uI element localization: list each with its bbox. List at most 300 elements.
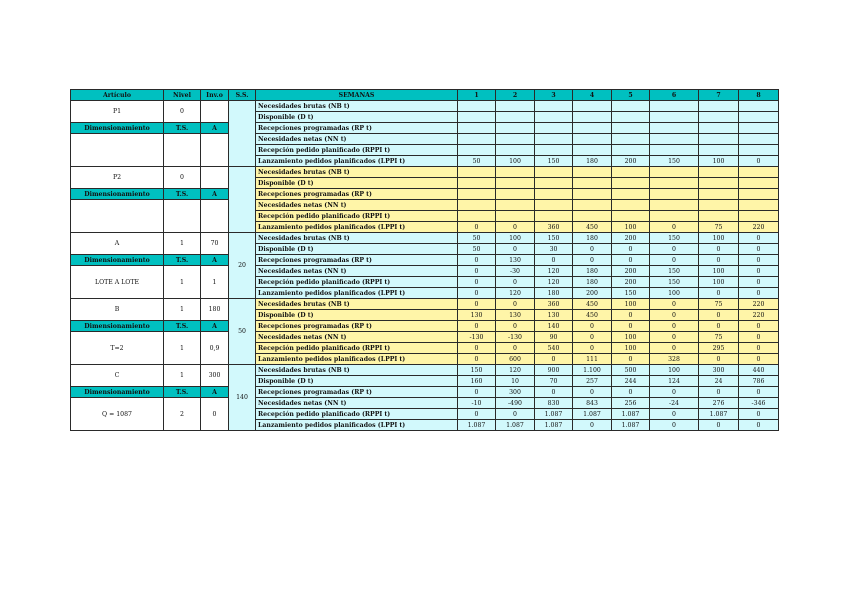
week-value: 10 [496,376,535,387]
week-value [535,101,573,112]
header-stock-seguridad: S.S. [229,90,256,101]
week-value [650,134,699,145]
header-week: 1 [458,90,496,101]
ts-label: T.S. [164,189,201,200]
item-inventario [201,101,229,123]
row-label: Disponible (D t) [256,310,458,321]
week-value: 160 [458,376,496,387]
week-value: 500 [612,365,650,376]
week-value [612,145,650,156]
item-inventario [201,167,229,189]
row-label: Recepciones programadas (RP t) [256,387,458,398]
week-value: 150 [650,156,699,167]
week-value: 0 [458,266,496,277]
week-value: 180 [573,266,612,277]
item-ts [164,134,201,167]
item-a: 0 [201,398,229,431]
item-ts: 2 [164,398,201,431]
ts-label: T.S. [164,387,201,398]
week-value: 0 [739,409,779,420]
row-label: Disponible (D t) [256,112,458,123]
item-row [71,321,779,332]
a-label: A [201,255,229,266]
week-value: 0 [739,343,779,354]
week-value: 0 [699,321,739,332]
week-value [535,145,573,156]
week-value: 0 [458,222,496,233]
week-value: 24 [699,376,739,387]
week-value [739,134,779,145]
week-value [650,123,699,134]
week-value [612,178,650,189]
row-label: Recepciones programadas (RP t) [256,189,458,200]
week-value: 0 [535,255,573,266]
week-value [458,101,496,112]
week-value [612,200,650,211]
week-value: 200 [612,266,650,277]
week-value: 150 [458,365,496,376]
week-value: 0 [458,288,496,299]
week-value [612,101,650,112]
week-value [573,167,612,178]
week-value: 130 [535,310,573,321]
week-value: 0 [458,321,496,332]
week-value: 360 [535,299,573,310]
a-label: A [201,123,229,134]
week-value [699,112,739,123]
week-value: -130 [496,332,535,343]
week-value [458,112,496,123]
week-value [612,189,650,200]
week-value: 0 [739,420,779,431]
week-value: 70 [535,376,573,387]
week-value [612,134,650,145]
item-row [71,332,779,343]
week-value [699,101,739,112]
week-value [458,145,496,156]
item-a [201,200,229,233]
item-dimensionamiento: LOTE A LOTE [71,266,164,299]
week-value: 0 [739,332,779,343]
week-value: 0 [739,244,779,255]
row-label: Necesidades netas (NN t) [256,266,458,277]
week-value [573,112,612,123]
item-name: B [71,299,164,321]
week-value [535,200,573,211]
week-value [699,167,739,178]
week-value: 180 [573,233,612,244]
week-value: 276 [699,398,739,409]
week-value: 100 [650,288,699,299]
week-value [496,145,535,156]
week-value: 0 [458,343,496,354]
item-nivel: 0 [164,167,201,189]
week-value: 75 [699,332,739,343]
week-value: 843 [573,398,612,409]
week-value: 0 [650,299,699,310]
week-value: 328 [650,354,699,365]
a-label: A [201,189,229,200]
week-value [650,200,699,211]
week-value: 295 [699,343,739,354]
a-label: A [201,387,229,398]
week-value [535,167,573,178]
week-value [573,200,612,211]
week-value: 0 [739,321,779,332]
row-label: Lanzamiento pedidos planificados (LPPI t) [256,354,458,365]
week-value [650,189,699,200]
dimensionamiento-label: Dimensionamiento [71,387,164,398]
header-week: 3 [535,90,573,101]
dimensionamiento-label: Dimensionamiento [71,189,164,200]
week-value: 0 [535,354,573,365]
week-value: -30 [496,266,535,277]
row-label: Necesidades brutas (NB t) [256,167,458,178]
dimensionamiento-label: Dimensionamiento [71,321,164,332]
item-dimensionamiento: T=2 [71,332,164,365]
week-value: 100 [699,233,739,244]
week-value: 124 [650,376,699,387]
header-semanas: SEMANAS [256,90,458,101]
week-value: 220 [739,222,779,233]
week-value: 1.087 [612,409,650,420]
week-value [458,123,496,134]
week-value: 140 [535,321,573,332]
row-label: Disponible (D t) [256,244,458,255]
week-value [573,134,612,145]
week-value: 540 [535,343,573,354]
week-value: 0 [496,222,535,233]
week-value: 300 [699,365,739,376]
week-value: 75 [699,299,739,310]
week-value: 0 [496,343,535,354]
week-value [699,200,739,211]
week-value [573,211,612,222]
week-value: 0 [535,387,573,398]
week-value: -490 [496,398,535,409]
week-value: 100 [612,343,650,354]
week-value: -346 [739,398,779,409]
row-label: Necesidades netas (NN t) [256,200,458,211]
week-value: 256 [612,398,650,409]
item-stock-seguridad [229,101,256,167]
week-value: 0 [650,409,699,420]
week-value: 111 [573,354,612,365]
row-label: Necesidades brutas (NB t) [256,365,458,376]
week-value: 0 [650,332,699,343]
week-value: 220 [739,299,779,310]
week-value: 120 [535,277,573,288]
week-value: 0 [458,409,496,420]
row-label: Necesidades netas (NN t) [256,332,458,343]
header-week: 4 [573,90,612,101]
row-label: Recepción pedido planificado (RPPI t) [256,277,458,288]
week-value: 600 [496,354,535,365]
week-value [739,178,779,189]
item-nivel: 0 [164,101,201,123]
week-value: 150 [612,288,650,299]
item-dimensionamiento: Q = 1087 [71,398,164,431]
item-name: A [71,233,164,255]
week-value: 150 [650,233,699,244]
week-value: 830 [535,398,573,409]
header-week: 5 [612,90,650,101]
week-value [739,189,779,200]
week-value [458,189,496,200]
week-value [573,123,612,134]
week-value [612,211,650,222]
week-value: 1.087 [458,420,496,431]
week-value: 0 [612,321,650,332]
row-label: Recepciones programadas (RP t) [256,255,458,266]
week-value: 150 [535,233,573,244]
week-value: 100 [612,222,650,233]
item-row [71,167,779,178]
item-row [71,387,779,398]
week-value: 450 [573,222,612,233]
week-value: 0 [650,343,699,354]
header-articulo: Artículo [71,90,164,101]
week-value: 50 [458,156,496,167]
week-value: 180 [573,277,612,288]
week-value: 0 [650,222,699,233]
week-value: 130 [496,255,535,266]
week-value [699,123,739,134]
item-name: P2 [71,167,164,189]
item-row [71,101,779,112]
row-label: Recepción pedido planificado (RPPI t) [256,343,458,354]
week-value [535,123,573,134]
week-value [612,112,650,123]
ts-label: T.S. [164,123,201,134]
week-value [573,101,612,112]
item-row [71,365,779,376]
week-value: 150 [650,266,699,277]
item-nivel: 1 [164,233,201,255]
week-value [496,123,535,134]
week-value: 0 [699,420,739,431]
week-value: 0 [699,255,739,266]
week-value: 200 [612,277,650,288]
week-value [496,167,535,178]
week-value [612,167,650,178]
week-value: 0 [739,266,779,277]
item-stock-seguridad: 140 [229,365,256,431]
week-value [458,200,496,211]
week-value: 0 [699,310,739,321]
week-value: 0 [573,343,612,354]
week-value: 0 [496,321,535,332]
week-value [458,178,496,189]
week-value: 300 [496,387,535,398]
week-value [699,134,739,145]
week-value: 0 [739,277,779,288]
week-value: 0 [739,387,779,398]
week-value [699,189,739,200]
row-label: Necesidades brutas (NB t) [256,101,458,112]
week-value: 0 [739,233,779,244]
week-value: 0 [612,354,650,365]
week-value: 0 [573,321,612,332]
item-a: 0,9 [201,332,229,365]
row-label: Recepción pedido planificado (RPPI t) [256,145,458,156]
week-value: 0 [650,321,699,332]
item-nivel: 1 [164,299,201,321]
week-value [458,211,496,222]
row-label: Necesidades brutas (NB t) [256,233,458,244]
item-row [71,266,779,277]
week-value [573,178,612,189]
item-name: P1 [71,101,164,123]
week-value: 150 [650,277,699,288]
week-value: 0 [458,255,496,266]
week-value [496,134,535,145]
week-value: 120 [535,266,573,277]
week-value: 1.087 [612,420,650,431]
week-value: 1.087 [573,409,612,420]
week-value: 0 [739,354,779,365]
week-value: 257 [573,376,612,387]
week-value [739,101,779,112]
item-row [71,233,779,244]
week-value [496,189,535,200]
item-inventario: 300 [201,365,229,387]
row-label: Lanzamiento pedidos planificados (LPPI t) [256,420,458,431]
week-value: 1.087 [535,409,573,420]
week-value: 450 [573,310,612,321]
week-value [650,145,699,156]
week-value: 1.100 [573,365,612,376]
week-value: 244 [612,376,650,387]
row-label: Recepción pedido planificado (RPPI t) [256,211,458,222]
week-value: 0 [496,299,535,310]
week-value: 360 [535,222,573,233]
week-value: 1.087 [535,420,573,431]
week-value: 180 [573,156,612,167]
week-value: 1.087 [496,420,535,431]
week-value: 0 [573,420,612,431]
week-value [699,178,739,189]
week-value: 0 [699,354,739,365]
item-row [71,134,779,145]
week-value: 0 [739,156,779,167]
week-value: 220 [739,310,779,321]
mrp-table [70,89,779,431]
week-value: 50 [458,244,496,255]
week-value: 200 [612,156,650,167]
week-value: 30 [535,244,573,255]
week-value [739,200,779,211]
item-ts: 1 [164,332,201,365]
week-value: 0 [573,244,612,255]
item-a [201,134,229,167]
week-value: 50 [458,233,496,244]
week-value: 100 [496,233,535,244]
week-value: 150 [535,156,573,167]
week-value [650,211,699,222]
week-value: -10 [458,398,496,409]
week-value [573,145,612,156]
week-value [458,134,496,145]
item-dimensionamiento [71,200,164,233]
week-value: -24 [650,398,699,409]
week-value: 0 [650,244,699,255]
week-value: 0 [458,299,496,310]
week-value: -130 [458,332,496,343]
item-name: C [71,365,164,387]
week-value [739,167,779,178]
row-label: Lanzamiento pedidos planificados (LPPI t) [256,156,458,167]
item-stock-seguridad: 20 [229,233,256,299]
week-value: 1.087 [699,409,739,420]
header-week: 6 [650,90,699,101]
week-value: 90 [535,332,573,343]
week-value [535,112,573,123]
week-value: 75 [699,222,739,233]
week-value [739,112,779,123]
week-value: 0 [458,277,496,288]
week-value [496,211,535,222]
item-dimensionamiento [71,134,164,167]
week-value [496,178,535,189]
header-week: 7 [699,90,739,101]
item-row [71,398,779,409]
week-value: 0 [573,332,612,343]
week-value: 0 [612,387,650,398]
week-value: 0 [458,354,496,365]
week-value: 0 [699,387,739,398]
item-row [71,299,779,310]
row-label: Lanzamiento pedidos planificados (LPPI t) [256,288,458,299]
week-value: 0 [496,277,535,288]
week-value: 0 [496,409,535,420]
week-value [699,145,739,156]
week-value [650,178,699,189]
header-week: 2 [496,90,535,101]
week-value [458,167,496,178]
item-row [71,189,779,200]
item-nivel: 1 [164,365,201,387]
week-value [535,211,573,222]
week-value [650,167,699,178]
item-row [71,255,779,266]
header-row [71,90,779,101]
week-value: 100 [699,156,739,167]
week-value: 0 [458,387,496,398]
week-value: 120 [496,288,535,299]
dimensionamiento-label: Dimensionamiento [71,123,164,134]
item-a: 1 [201,266,229,299]
week-value: 100 [612,332,650,343]
week-value: 900 [535,365,573,376]
week-value: 440 [739,365,779,376]
week-value: 100 [699,266,739,277]
week-value: 0 [739,288,779,299]
item-inventario: 70 [201,233,229,255]
week-value [699,211,739,222]
week-value: 100 [699,277,739,288]
week-value: 0 [612,310,650,321]
row-label: Necesidades netas (NN t) [256,398,458,409]
row-label: Recepciones programadas (RP t) [256,123,458,134]
week-value: 450 [573,299,612,310]
item-inventario: 180 [201,299,229,321]
ts-label: T.S. [164,255,201,266]
week-value [739,123,779,134]
week-value [535,189,573,200]
row-label: Lanzamiento pedidos planificados (LPPI t) [256,222,458,233]
header-week: 8 [739,90,779,101]
